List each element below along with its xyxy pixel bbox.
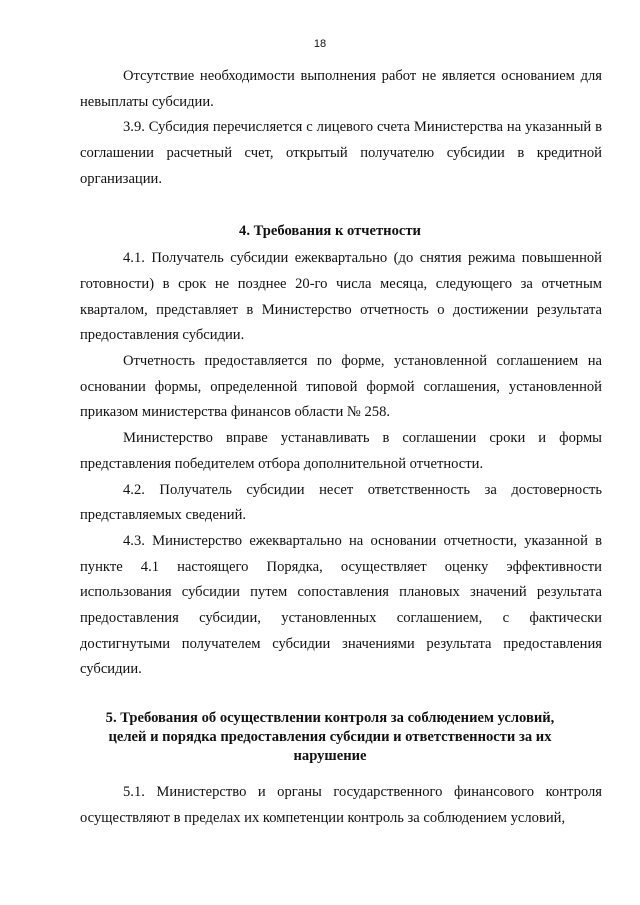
paragraph-4-2: 4.2. Получатель субсидии несет ответственность за достоверность представляемых сведений.	[80, 481, 602, 524]
section-5-heading-line-2: целей и порядка предоставления субсидии и ответственности за их	[108, 729, 552, 746]
paragraph-no-work-required: Отсутствие необходимости выполнения работ не является основанием для невыплаты субсидии.	[80, 68, 602, 110]
paragraph-5-1: 5.1. Министерство и органы государственного финансового контроля осуществляют в пределах их компетенции контроль за соблюдением условий,	[80, 784, 602, 826]
paragraph-ministry-rights: Министерство вправе устанавливать в соглашении сроки и формы представления победителем отбора дополнительной отчетности.	[80, 430, 602, 472]
section-4-heading: 4. Требования к отчетности	[239, 222, 421, 239]
section-5-heading	[80, 709, 580, 766]
paragraph-3-9: 3.9. Субсидия перечисляется с лицевого счета Министерства на указанный в соглашении расчетный счет, открытый получателю субсидии в кредитной организации.	[80, 119, 602, 187]
section-5-heading-line-3: нарушение	[293, 748, 367, 765]
paragraph-report-form: Отчетность предоставляется по форме, установленной соглашением на основании формы, определенной типовой формой соглашения, установленной приказом министерства финансов области № 258.	[80, 353, 602, 421]
page-number: 18	[313, 38, 327, 50]
paragraph-4-3: 4.3. Министерство ежеквартально на основании отчетности, указанной в пункте 4.1 настоящего Порядка, осуществляет оценку эффективности использования субсидии путем сопоставления плановых значений результата предоставления субсидии, установленных соглашением, с фактически достигнутыми получателем субсидии значениями результата предоставления субсидии.	[80, 532, 602, 678]
section-5-heading-line-1: 5. Требования об осуществлении контроля за соблюдением условий,	[105, 710, 555, 727]
document-body	[0, 64, 640, 832]
paragraph-4-1: 4.1. Получатель субсидии ежеквартально (до снятия режима повышенной готовности) в срок не позднее 20-го числа месяца, следующего за отчетным кварталом, представляет в Министерство отчетность о достижении результата предоставления субсидии.	[80, 250, 602, 344]
